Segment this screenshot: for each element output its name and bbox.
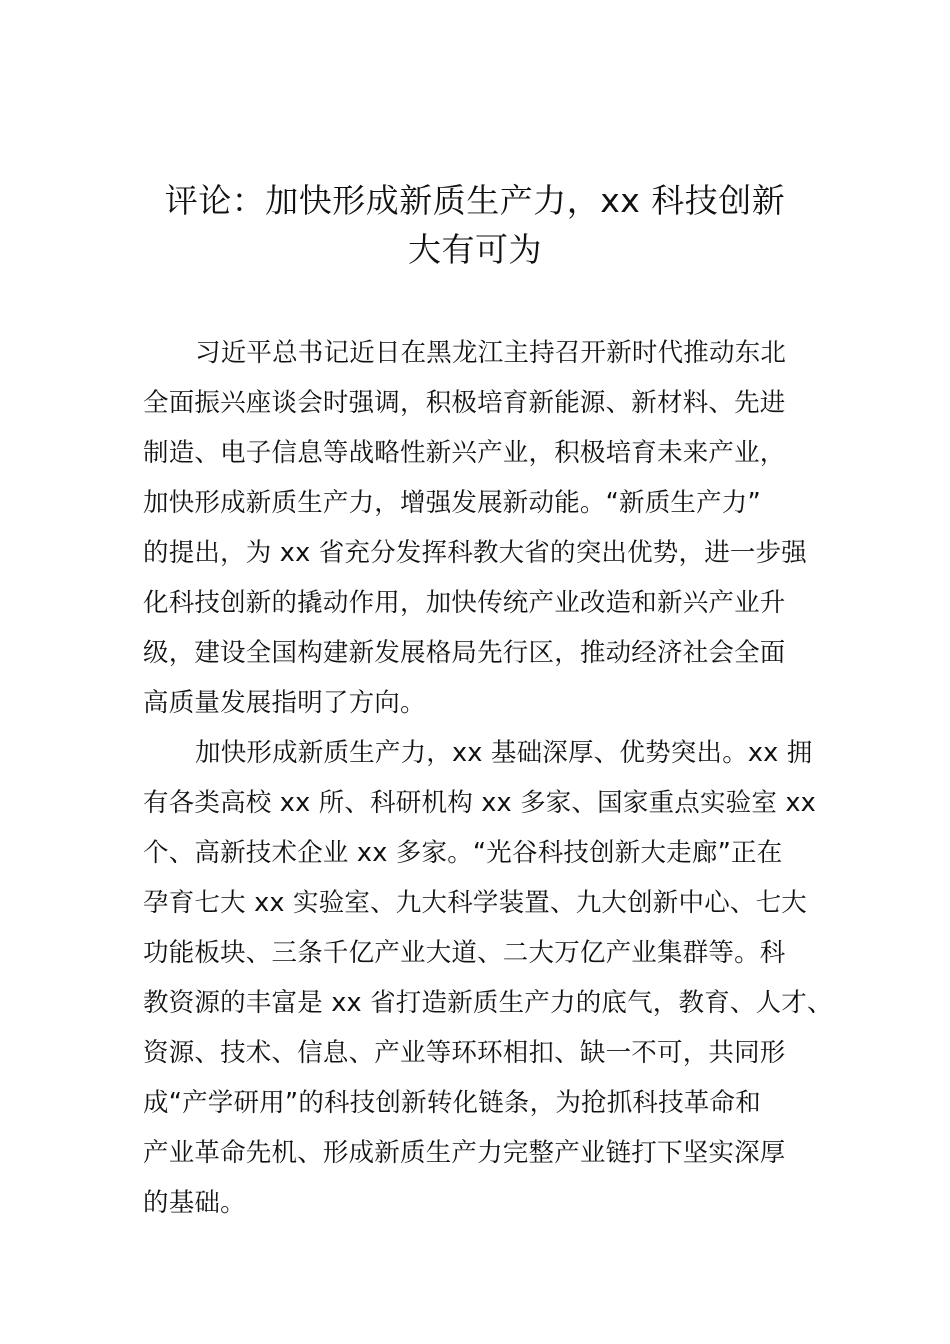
paragraph-line: 加快形成新质生产力，增强发展新动能。“新质生产力” [143, 488, 761, 518]
paragraph-line: 孕育七大 xx 实验室、九大科学装置、九大创新中心、七大 [143, 888, 807, 918]
paragraph-line: 的提出，为 xx 省充分发挥科教大省的突出优势，进一步强 [143, 538, 807, 568]
paragraph-line: 级，建设全国构建新发展格局先行区，推动经济社会全面 [143, 638, 786, 668]
title-line: 评论：加快形成新质生产力，xx 科技创新 [164, 181, 786, 220]
title-line: 大有可为 [408, 230, 542, 269]
paragraph-line: 的基础。 [143, 1188, 246, 1218]
document-title [130, 176, 820, 274]
paragraph-line: 成“产学研用”的科技创新转化链条，为抢抓科技革命和 [143, 1088, 761, 1118]
paragraph-line: 资源、技术、信息、产业等环环相扣、缺一不可，共同形 [143, 1038, 786, 1068]
paragraph-line: 个、高新技术企业 xx 多家。“光谷科技创新大走廊”正在 [143, 838, 783, 868]
paragraph-line: 制造、电子信息等战略性新兴产业，积极培育未来产业， [143, 438, 786, 468]
document-body [143, 328, 833, 1228]
paragraph-line: 化科技创新的撬动作用，加快传统产业改造和新兴产业升 [143, 588, 786, 618]
paragraph-line: 产业革命先机、形成新质生产力完整产业链打下坚实深厚 [143, 1138, 786, 1168]
paragraph-1 [143, 328, 813, 728]
paragraph-line: 功能板块、三条千亿产业大道、二大万亿产业集群等。科 [143, 938, 786, 968]
paragraph-line: 习近平总书记近日在黑龙江主持召开新时代推动东北 [195, 338, 787, 368]
paragraph-line: 有各类高校 xx 所、科研机构 xx 多家、国家重点实验室 xx [143, 788, 816, 818]
paragraph-line: 全面振兴座谈会时强调，积极培育新能源、新材料、先进 [143, 388, 786, 418]
paragraph-line: 加快形成新质生产力，xx 基础深厚、优势突出。xx 拥 [195, 738, 813, 768]
paragraph-line: 高质量发展指明了方向。 [143, 688, 426, 718]
paragraph-line: 教资源的丰富是 xx 省打造新质生产力的底气，教育、人才、 [143, 988, 833, 1018]
paragraph-2 [143, 728, 833, 1228]
